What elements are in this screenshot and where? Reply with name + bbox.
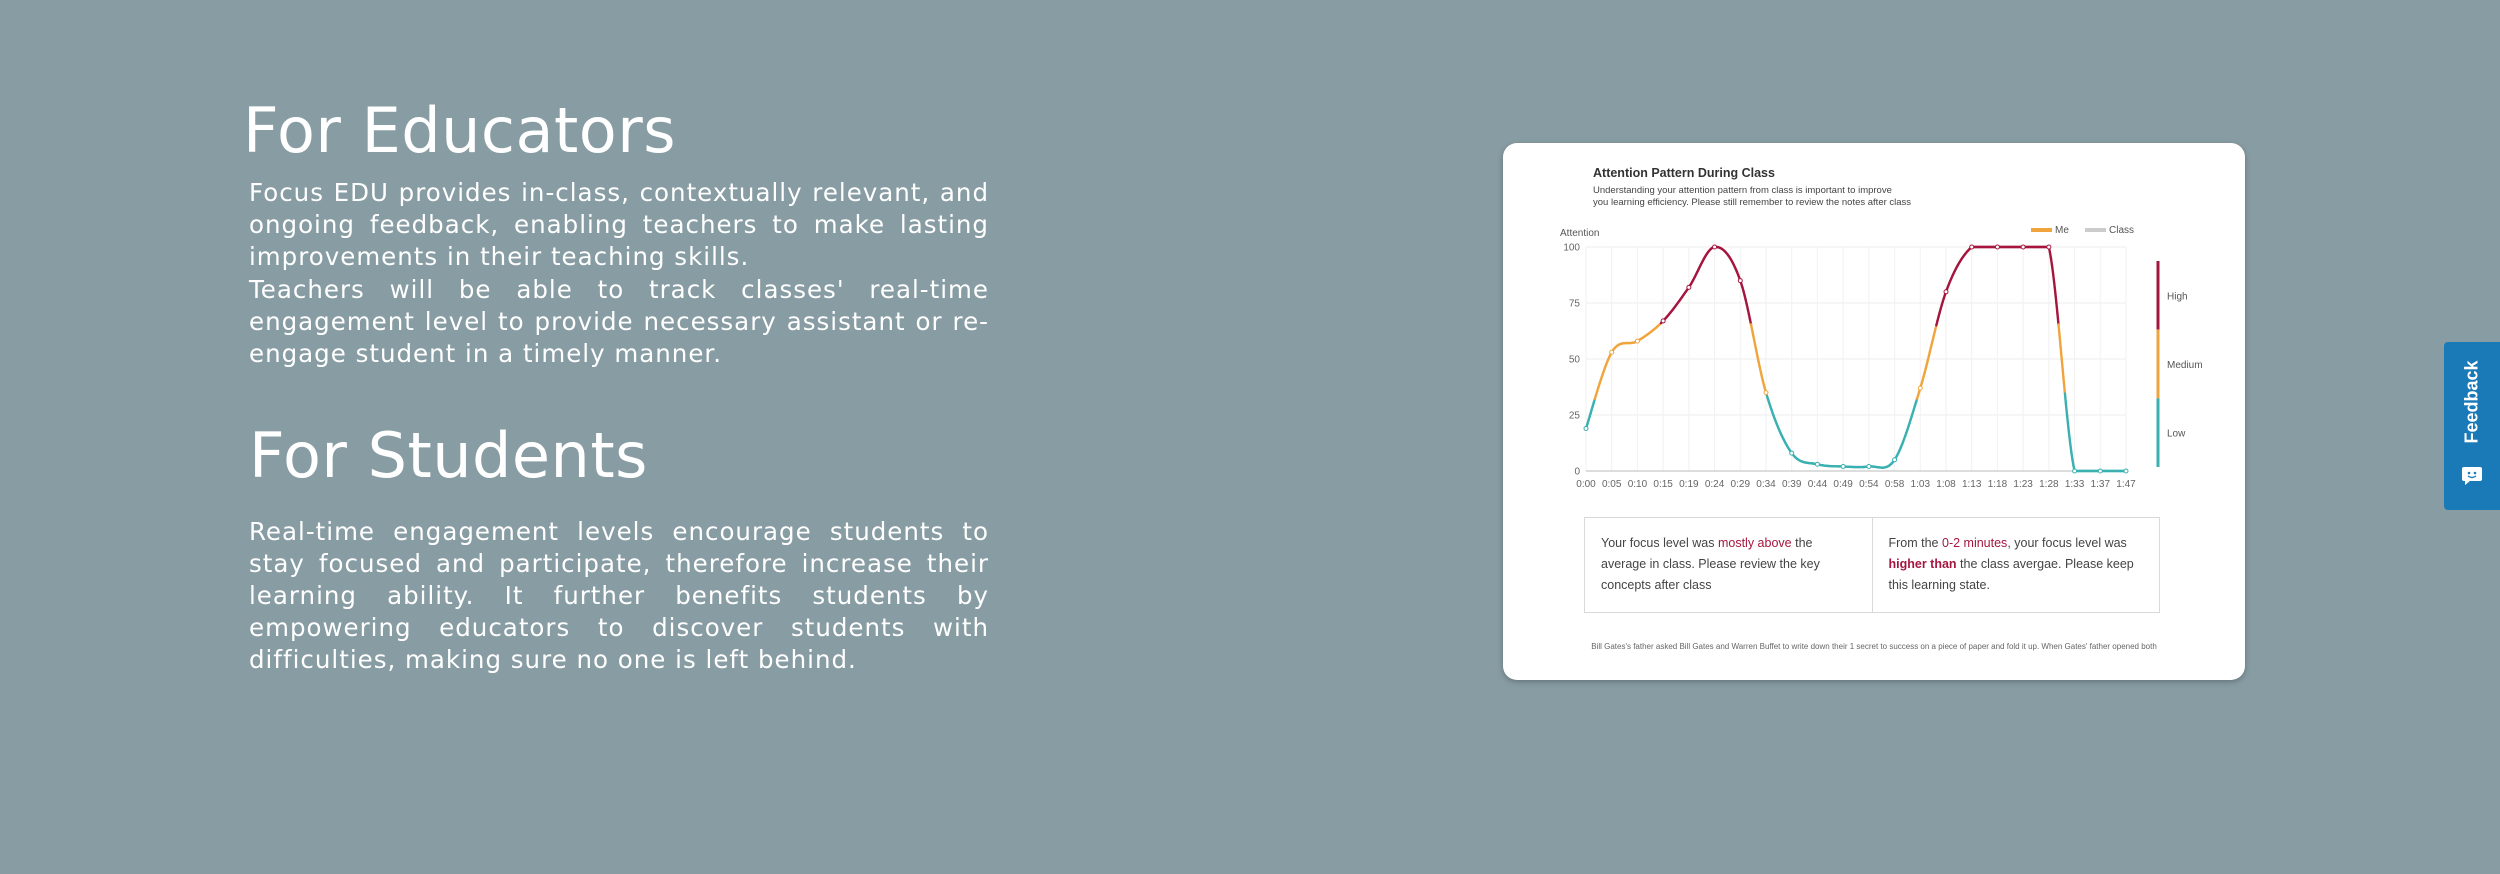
series-me-point[interactable] <box>1610 350 1614 354</box>
series-me-segment <box>2054 283 2055 293</box>
y-tick-label: 75 <box>1568 298 1580 310</box>
series-me-segment <box>2053 274 2054 283</box>
series-me-segment <box>2061 347 2062 359</box>
x-tick-label: 0:19 <box>1679 479 1699 490</box>
insight-right-highlight-time: 0-2 minutes <box>1942 536 2008 550</box>
band-label-high: High <box>2167 291 2188 303</box>
series-me-segment <box>2063 371 2064 383</box>
series-me-point[interactable] <box>1815 462 1819 466</box>
x-tick-label: 1:28 <box>2039 479 2059 490</box>
series-me-segment <box>2067 415 2068 425</box>
series-me-point[interactable] <box>1713 245 1717 249</box>
series-me-segment <box>2069 435 2070 444</box>
insight-left-text-end: the average in class. Please review the key concepts after class <box>1601 536 1820 592</box>
series-me-segment <box>2062 359 2063 371</box>
x-tick-label: 0:39 <box>1781 479 1802 490</box>
series-me-segment <box>2060 336 2061 348</box>
x-tick-label: 0:10 <box>1627 479 1648 490</box>
series-me-point[interactable] <box>1635 339 1639 343</box>
series-me-segment <box>2055 293 2056 303</box>
series-me-point[interactable] <box>1661 319 1665 323</box>
x-tick-label: 1:08 <box>1936 479 1956 490</box>
card-footer-quote: Bill Gates's father asked Bill Gates and Warren Buffet to write down their 1 secret to success on a piece of paper and fold it up. When Gates' father opened both <box>1591 642 2157 651</box>
series-me-point[interactable] <box>2047 245 2051 249</box>
series-me-point[interactable] <box>1867 465 1871 469</box>
insight-left-text: Your focus level was <box>1601 536 1718 550</box>
series-me-point[interactable] <box>1893 458 1897 462</box>
series-me-point[interactable] <box>1790 451 1794 455</box>
y-tick-label: 25 <box>1568 410 1580 422</box>
x-tick-label: 1:03 <box>1910 479 1931 490</box>
insight-right-text: From the <box>1888 536 1942 550</box>
series-me-point[interactable] <box>1764 391 1768 395</box>
series-me-segment <box>2064 382 2065 393</box>
series-me-segment <box>2065 394 2066 405</box>
x-tick-label: 1:37 <box>2090 479 2111 490</box>
series-me-segment <box>2056 303 2057 314</box>
y-axis-label: Attention <box>1560 228 1600 239</box>
series-me-segment <box>2066 405 2067 416</box>
series-me-segment <box>2068 426 2069 436</box>
feedback-chat-icon[interactable] <box>2461 466 2483 486</box>
educators-paragraph-1: Focus EDU provides in-class, contextually relevant, and ongoing feedback, enabling teachers to make lasting improvements in their teaching skills. <box>249 178 989 271</box>
chart-legend <box>2031 225 2134 236</box>
x-tick-label: 0:29 <box>1730 479 1751 490</box>
chart-subtitle-line-1: Understanding your attention pattern from class is important to improve <box>1593 185 1892 196</box>
series-me-point[interactable] <box>1584 426 1588 430</box>
insight-left <box>1585 518 1872 612</box>
y-axis-ticks <box>1563 243 1580 478</box>
insight-table <box>1584 517 2160 613</box>
y-tick-label: 0 <box>1574 466 1580 478</box>
x-tick-label: 0:49 <box>1833 479 1853 490</box>
x-axis-ticks <box>1576 479 2136 490</box>
insight-right <box>1872 518 2160 612</box>
educators-paragraph-2: Teachers will be able to track classes' real-time engagement level to provide necessary assistant or re-engage student in a timely manner. <box>249 275 989 368</box>
x-tick-label: 0:34 <box>1756 479 1776 490</box>
series-me-point[interactable] <box>1918 386 1922 390</box>
x-tick-label: 1:47 <box>2116 479 2136 490</box>
series-me-point[interactable] <box>2124 469 2128 473</box>
feedback-label[interactable]: Feedback <box>2461 360 2482 444</box>
chart-title: Attention Pattern During Class <box>1593 166 1775 180</box>
series-me-point[interactable] <box>1944 290 1948 294</box>
legend-label-class[interactable]: Class <box>2109 225 2135 236</box>
y-tick-label: 100 <box>1563 242 1580 254</box>
insight-left-highlight: mostly above <box>1717 536 1792 550</box>
x-tick-label: 0:44 <box>1807 479 1828 490</box>
x-tick-label: 0:54 <box>1859 479 1879 490</box>
series-me-segment <box>2070 444 2071 452</box>
legend-label-me[interactable]: Me <box>2055 225 2069 236</box>
series-me-point[interactable] <box>2098 469 2102 473</box>
students-title: For Students <box>249 419 648 492</box>
series-me-segment <box>2057 313 2058 324</box>
band-label-low: Low <box>2167 428 2186 440</box>
feedback-button[interactable] <box>2444 342 2500 510</box>
students-paragraph: Real-time engagement levels encourage students to stay focused and participate, therefore increase their learning ability. It further benefits students by empowering educators to discover students with difficulties, making sure no one is left behind. <box>249 517 989 674</box>
series-me-point[interactable] <box>1841 465 1845 469</box>
series-me-point[interactable] <box>2021 245 2025 249</box>
series-me-segment <box>2059 324 2060 335</box>
y-tick-label: 50 <box>1568 354 1580 366</box>
insight-right-text-end: the class avergae. Please keep this learning state. <box>1888 557 2134 592</box>
x-tick-label: 1:18 <box>1987 479 2008 490</box>
x-tick-label: 1:13 <box>1961 479 1982 490</box>
x-tick-label: 0:05 <box>1601 479 1622 490</box>
series-me-point[interactable] <box>1738 279 1742 283</box>
attention-chart-card <box>1503 143 2245 680</box>
x-tick-label: 0:15 <box>1653 479 1673 490</box>
series-me-segment <box>2052 266 2053 274</box>
x-tick-label: 0:00 <box>1576 479 1596 490</box>
series-me-point[interactable] <box>1995 245 1999 249</box>
insight-right-text-mid: , your focus level was <box>2007 536 2127 550</box>
x-tick-label: 0:58 <box>1884 479 1905 490</box>
x-tick-label: 1:23 <box>2013 479 2033 490</box>
x-tick-label: 1:33 <box>2064 479 2085 490</box>
attention-level-bands <box>2158 261 2203 467</box>
series-me-point[interactable] <box>1970 245 1974 249</box>
series-me-point[interactable] <box>1687 285 1691 289</box>
educators-title: For Educators <box>243 94 677 167</box>
chart-subtitle-line-2: you learning efficiency. Please still remember to review the notes after class <box>1593 197 1912 208</box>
series-me-point[interactable] <box>2073 469 2077 473</box>
insight-right-highlight-comparison: higher than <box>1888 557 1957 571</box>
chart-grid <box>1586 247 2126 471</box>
x-tick-label: 0:24 <box>1704 479 1725 490</box>
band-label-medium: Medium <box>2167 360 2203 371</box>
